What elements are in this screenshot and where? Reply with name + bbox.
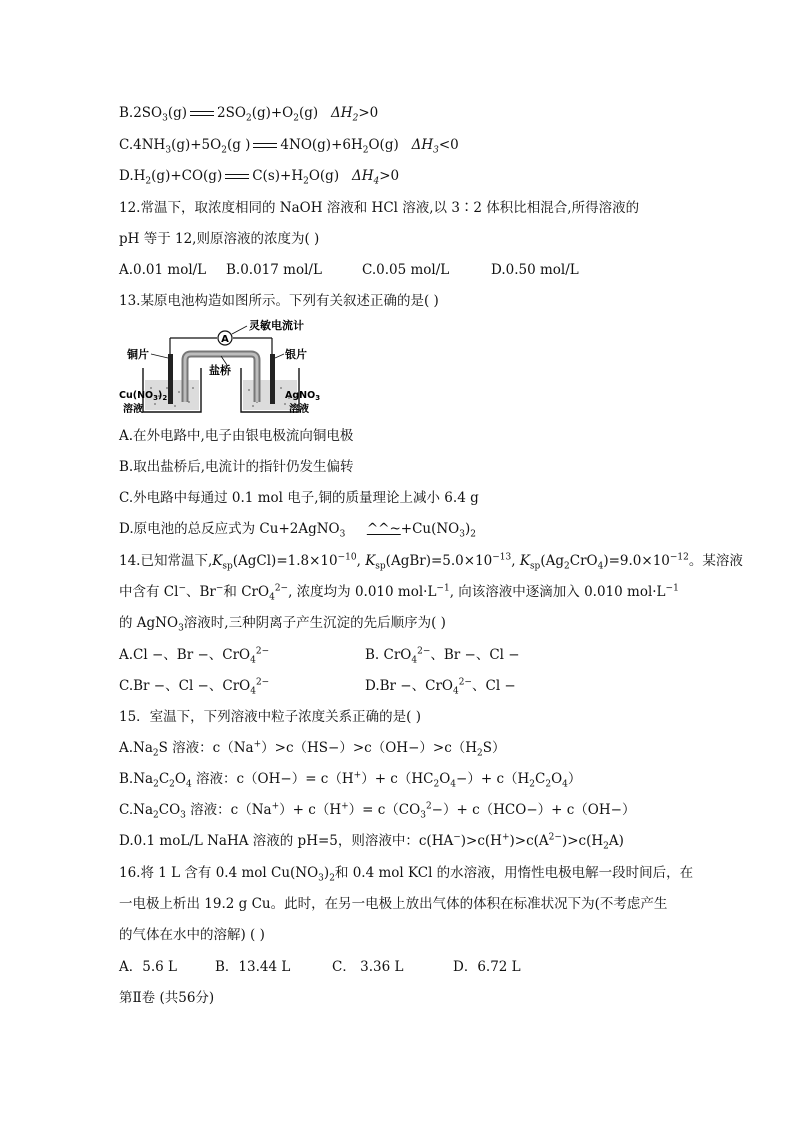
q12-option-b: B.0.017 mol/L	[226, 262, 322, 278]
q11-option-d: $D.H_2(g)+CO(g)$ $C(s)+H_2O(g)$ $\Delta H_4>0$	[119, 168, 400, 187]
silver-electrode	[270, 354, 275, 404]
copper-label: 铜片	[127, 348, 149, 361]
ammeter-letter: A	[221, 334, 229, 345]
galvanic-cell-diagram	[119, 318, 329, 418]
q13-stem: 13.某原电池构造如图所示。下列有关叙述正确的是( )	[119, 293, 439, 309]
q12-option-a: A.0.01 mol/L	[119, 262, 207, 278]
equilibrium-arrow-icon	[188, 110, 216, 118]
q12-option-d: D.0.50 mol/L	[491, 262, 579, 278]
q14-stem-line1: 14.已知常温下$,K_{sp}(AgCl)=1.8\times 10^{-10}$, $K_{sp}(AgBr)=5.0\times 10^{-13}$, $K_{sp}(Ag_2CrO_4)=9.0\times 10^{-12}$。某溶液	[119, 552, 743, 572]
q14-option-d: D.Br −、CrO$_4^{2-}$、Cl −	[365, 677, 516, 697]
q14-option-b: B. CrO$_4^{2-}$、Br −、Cl −	[365, 646, 520, 666]
q15-option-c: $C.Na_2CO_3$ 溶液：$c(Na^+)+ c(H^+)= c(CO_3^2-)+ c(HCO-)+ c(OH-)$	[119, 801, 636, 821]
q13-option-d: D.原电池的总反应式为 Cu+2AgNO$_3$ $\^{}\^{}\sim+Cu(NO_3)_2$	[119, 521, 476, 540]
q16-option-a: A．5.6 L	[119, 959, 177, 975]
q16-stem-line1: 16.将 1 L 含有 0.4 mol $Cu(NO_3)_2$和 0.4 mol KCl 的水溶液，用惰性电极电解一段时间后，在	[119, 865, 694, 884]
galvanometer-label: 灵敏电流计	[249, 319, 304, 332]
right-solution-label: AgNO$_3$	[285, 390, 321, 402]
silver-label: 银片	[285, 348, 307, 361]
section-heading: 第Ⅱ卷 (共56分)	[119, 990, 215, 1006]
copper-electrode	[168, 354, 173, 404]
q15-option-a: $A.Na_2S$ 溶液：$c(Na^+)>c(HS-)>c(OH-)>c(H_2S)$	[119, 739, 506, 759]
left-solution-word: 溶液	[123, 404, 143, 415]
q16-stem-line2: 一电极上析出 19.2 g Cu。此时，在另一电极上放出气体的体积在标准状况下为(不考虑产生	[119, 896, 668, 912]
q14-option-c: C.Br −、Cl −、CrO$_4^{2-}$	[119, 677, 270, 697]
q16-stem-line3: 的气体在水中的溶解) ( )	[119, 927, 265, 943]
salt-bridge-label: 盐桥	[209, 364, 231, 377]
q12-option-c: C.0.05 mol/L	[362, 262, 450, 278]
q14-stem-line3: 的 AgNO$_3$溶液时,三种阴离子产生沉淀的先后顺序为( )	[119, 615, 446, 634]
q16-option-c: C． 3.36 L	[332, 959, 404, 975]
equilibrium-arrow-icon	[223, 173, 251, 181]
q13-option-b: B.取出盐桥后,电流计的指针仍发生偏转	[119, 459, 354, 475]
q14-option-a: A.Cl −、Br −、CrO$_4^{2-}$	[119, 646, 270, 666]
q11-option-c: $C.4NH_3(g)+5O_2(g$ ) $4NO(g)+6H_2O(g)$ $\Delta H_3<0$	[119, 137, 459, 156]
q14-stem-line2: 中含有 Cl−、Br−和 CrO$_4^{2-}$, 浓度均为 0.010 $mol\cdot L^{-1}$, 向该溶液中逐滴加入 0.010 $mol\cdot L^{-1}$	[119, 583, 679, 603]
q12-stem-line1: 12.常温下，取浓度相同的 NaOH 溶液和 HCl 溶液,以 3∶2 体积比相混合,所得溶液的	[119, 200, 640, 216]
q15-option-b: $B.Na_2C_2O_4$ 溶液：$c(OH-)= c(H^+)+ c(HC_2O_4-)+ c(H_2C_2O_4)$	[119, 770, 582, 790]
q11-option-b: $B.2SO_3(g)$ $2SO_2(g)+O_2(g)$ $\Delta H_2>0$	[119, 105, 379, 124]
right-solution-word: 溶液	[289, 404, 309, 415]
q13-option-c: C.外电路中每通过 0.1 mol 电子,铜的质量理论上减小 6.4 g	[119, 490, 479, 506]
q15-option-d: D.0.1 moL/L NaHA 溶液的 pH=5，则溶液中：$c(HA^-)>c(H^+)>c(A^{2-})>c(H_2A)$	[119, 832, 624, 852]
equilibrium-arrow-icon	[251, 142, 279, 150]
q15-stem: 15．室温下，下列溶液中粒子浓度关系正确的是( )	[119, 709, 422, 725]
q12-stem-line2: pH 等于 12,则原溶液的浓度为( )	[119, 231, 320, 247]
q13-option-a: A.在外电路中,电子由银电极流向铜电极	[119, 428, 354, 444]
q16-option-d: D．6.72 L	[453, 959, 521, 975]
left-solution-label: $Cu(NO_3)_2$	[119, 390, 168, 402]
q16-option-b: B．13.44 L	[215, 959, 291, 975]
